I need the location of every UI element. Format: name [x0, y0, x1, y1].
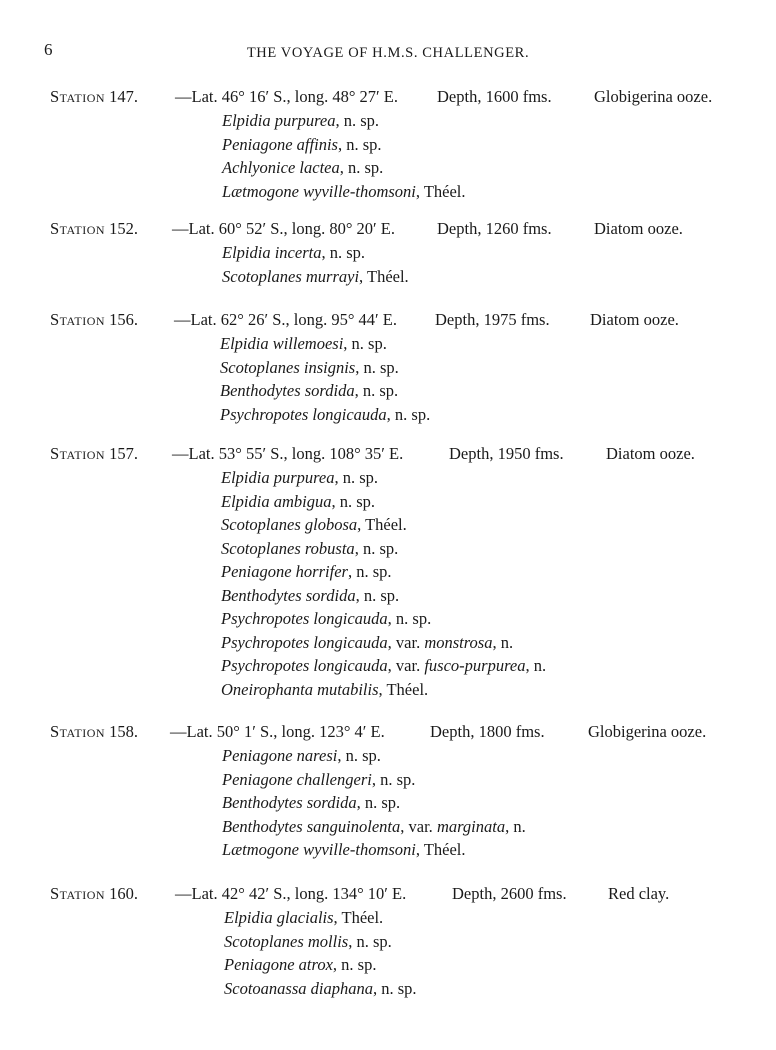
species-item [222, 768, 776, 792]
species-separator: , [321, 243, 326, 262]
species-name: Elpidia purpurea [221, 468, 335, 487]
variety-name: marginata [436, 816, 506, 836]
species-name: Peniagone atrox [224, 955, 333, 974]
species-list [220, 332, 776, 426]
species-item [220, 403, 776, 427]
station-depth: Depth, 1800 fms. [430, 722, 545, 741]
species-name: Psychropotes longicauda [220, 404, 387, 424]
species-item [224, 953, 776, 977]
variety-name: monstrosa [424, 632, 493, 652]
species-separator: , [386, 404, 391, 424]
station-header [0, 308, 776, 332]
species-authority: n. sp. [362, 381, 399, 400]
species-name: Peniagone challengeri [222, 769, 372, 789]
station-header [0, 85, 776, 109]
station-bottom: Diatom ooze. [590, 310, 679, 329]
species-item: Psychropotes longicauda, var. monstrosa, n. [221, 632, 514, 652]
species-name: Oneirophanta mutabilis [221, 679, 379, 699]
species-list [224, 906, 776, 1000]
species-authority: n. sp. [395, 609, 432, 628]
species-authority: Théel. [423, 840, 466, 859]
species-name: Benthodytes sordida [222, 793, 357, 812]
station-entry [0, 217, 776, 288]
species-item [222, 744, 776, 768]
station-header [0, 442, 776, 466]
species-authority: n. sp. [345, 746, 381, 765]
species-authority: n. [513, 816, 526, 836]
species-list [222, 109, 776, 203]
species-name: Scotoplanes globosa [221, 515, 358, 534]
species-name: Peniagone naresi [222, 746, 338, 765]
station-depth: Depth, 1950 fms. [449, 444, 564, 463]
species-authority: n. sp. [343, 111, 380, 130]
species-item: Benthodytes sanguinolenta, var. marginata, n. [222, 816, 526, 836]
species-authority: n. sp. [380, 769, 416, 789]
station-bottom: Red clay. [608, 884, 670, 903]
species-separator: , var. [387, 656, 421, 675]
species-separator: , var. [387, 632, 421, 652]
running-head: THE VOYAGE OF H.M.S. CHALLENGER. [246, 45, 530, 61]
species-name: Elpidia ambigua [221, 491, 332, 511]
species-separator: , [356, 793, 361, 812]
species-authority: Théel. [423, 181, 466, 201]
species-authority: n. sp. [356, 562, 392, 581]
species-item [222, 265, 776, 289]
station-number: Station 152. [50, 219, 139, 238]
species-separator: , [355, 357, 360, 377]
station-entry [0, 308, 776, 426]
species-separator: , [354, 381, 359, 400]
species-separator: , [337, 134, 343, 154]
species-item [220, 332, 776, 356]
species-name: Benthodytes sordida [220, 381, 355, 400]
station-number: Station 160. [50, 884, 139, 903]
station-header [0, 720, 776, 744]
species-separator: , [355, 585, 360, 605]
species-authority: n. sp. [364, 793, 401, 812]
species-separator: , [339, 158, 344, 177]
species-authority: n. sp. [347, 158, 384, 177]
species-authority: Théel. [366, 266, 409, 286]
station-coordinates: —Lat. 50° 1′ S., long. 123° 4′ E. [170, 722, 385, 741]
species-authority: n. sp. [363, 585, 400, 605]
station-coordinates: —Lat. 42° 42′ S., long. 134° 10′ E. [175, 884, 407, 903]
species-item [224, 930, 776, 954]
species-authority: n. sp. [362, 538, 399, 558]
station-entry [0, 720, 776, 862]
species-name: Psychropotes longicauda [221, 656, 388, 675]
species-separator: , [359, 266, 364, 286]
station-depth: Depth, 1600 fms. [437, 87, 552, 106]
species-name: Elpidia glacialis [224, 908, 334, 927]
station-number: Station 157. [50, 444, 139, 463]
species-authority: Théel. [386, 679, 429, 699]
species-separator: , [335, 111, 340, 130]
station-entry [0, 882, 776, 1000]
species-item: Psychropotes longicauda, var. fusco-purpurea, n. [221, 656, 547, 675]
species-authority: n. sp. [339, 491, 376, 511]
station-number: Station 156. [50, 310, 139, 329]
species-authority: n. [500, 632, 514, 652]
species-authority: n. sp. [381, 978, 417, 998]
species-name: Psychropotes longicauda [221, 609, 388, 628]
species-separator: , [387, 609, 392, 628]
species-item [221, 466, 776, 490]
species-item [221, 537, 776, 561]
species-item [221, 584, 776, 608]
species-separator: , [371, 769, 376, 789]
species-separator: , [347, 562, 353, 581]
species-name: Peniagone affinis [222, 134, 338, 154]
species-separator: , [354, 538, 359, 558]
species-authority: n. sp. [363, 357, 399, 377]
species-authority: n. sp. [356, 931, 392, 951]
species-separator: , [332, 955, 338, 974]
station-bottom: Diatom ooze. [594, 219, 683, 238]
species-separator: , [415, 181, 420, 201]
species-item [221, 678, 776, 702]
station-bottom: Diatom ooze. [606, 444, 695, 463]
species-name: Scotoplanes murrayi [222, 266, 360, 286]
species-item [224, 906, 776, 930]
species-item [222, 180, 776, 204]
species-separator: , [415, 840, 420, 859]
species-separator: , [331, 491, 336, 511]
species-item [222, 156, 776, 180]
species-name: Scotoplanes mollis [224, 931, 349, 951]
species-authority: n. sp. [394, 404, 431, 424]
species-separator: , [343, 334, 348, 353]
station-entry [0, 85, 776, 203]
station-header [0, 217, 776, 241]
species-authority: n. sp. [346, 134, 382, 154]
species-separator: , var. [400, 816, 433, 836]
station-depth: Depth, 1260 fms. [437, 219, 552, 238]
species-item [222, 838, 776, 862]
station-entry [0, 442, 776, 701]
species-item [222, 241, 776, 265]
station-depth: Depth, 2600 fms. [452, 884, 567, 903]
species-name: Scotoplanes robusta [221, 538, 355, 558]
species-item [221, 607, 776, 631]
page-number: 6 [44, 40, 53, 59]
station-coordinates: —Lat. 62° 26′ S., long. 95° 44′ E. [174, 310, 397, 329]
species-item [222, 109, 776, 133]
species-name: Benthodytes sanguinolenta [222, 816, 401, 836]
species-name: Elpidia incerta [222, 243, 322, 262]
species-authority: n. sp. [351, 334, 387, 353]
variety-name: fusco-purpurea [424, 656, 526, 675]
species-name: Achlyonice lactea [222, 158, 340, 177]
species-item [222, 133, 776, 157]
station-bottom: Globigerina ooze. [588, 722, 707, 741]
species-item [221, 513, 776, 537]
station-header [0, 882, 776, 906]
species-separator: , [334, 468, 339, 487]
species-name: Peniagone horrifer [221, 562, 348, 581]
species-item [222, 791, 776, 815]
species-separator: , [372, 978, 378, 998]
species-item [221, 490, 776, 514]
species-authority: n. sp. [329, 243, 365, 262]
station-coordinates: —Lat. 60° 52′ S., long. 80° 20′ E. [172, 219, 395, 238]
species-authority: Théel. [365, 515, 407, 534]
species-authority: Théel. [341, 908, 384, 927]
species-name: Lætmogone wyville-thomsoni [222, 840, 416, 859]
species-separator: , [333, 908, 338, 927]
species-item [220, 379, 776, 403]
station-number: Station 147. [50, 87, 139, 106]
species-name: Elpidia purpurea [222, 111, 336, 130]
species-item [220, 356, 776, 380]
station-coordinates: —Lat. 53° 55′ S., long. 108° 35′ E. [172, 444, 404, 463]
species-name: Lætmogone wyville-thomsoni [222, 181, 416, 201]
species-item [224, 977, 776, 1001]
species-name: Scotoplanes insignis [220, 357, 356, 377]
species-name: Psychropotes longicauda [221, 632, 388, 652]
station-depth: Depth, 1975 fms. [435, 310, 550, 329]
species-separator: , [357, 515, 362, 534]
species-separator: , [348, 931, 353, 951]
species-authority: n. sp. [341, 955, 377, 974]
species-authority: n. [533, 656, 547, 675]
species-name: Elpidia willemoesi [220, 334, 344, 353]
station-number: Station 158. [50, 722, 139, 741]
species-list [222, 241, 776, 288]
station-coordinates: —Lat. 46° 16′ S., long. 48° 27′ E. [175, 87, 398, 106]
station-bottom: Globigerina ooze. [594, 87, 713, 106]
species-list [222, 744, 776, 862]
species-separator: , [337, 746, 342, 765]
species-separator: , [378, 679, 383, 699]
species-authority: n. sp. [342, 468, 379, 487]
species-name: Scotoanassa diaphana [224, 978, 373, 998]
species-name: Benthodytes sordida [221, 585, 356, 605]
species-list [221, 466, 776, 701]
species-item [221, 560, 776, 584]
